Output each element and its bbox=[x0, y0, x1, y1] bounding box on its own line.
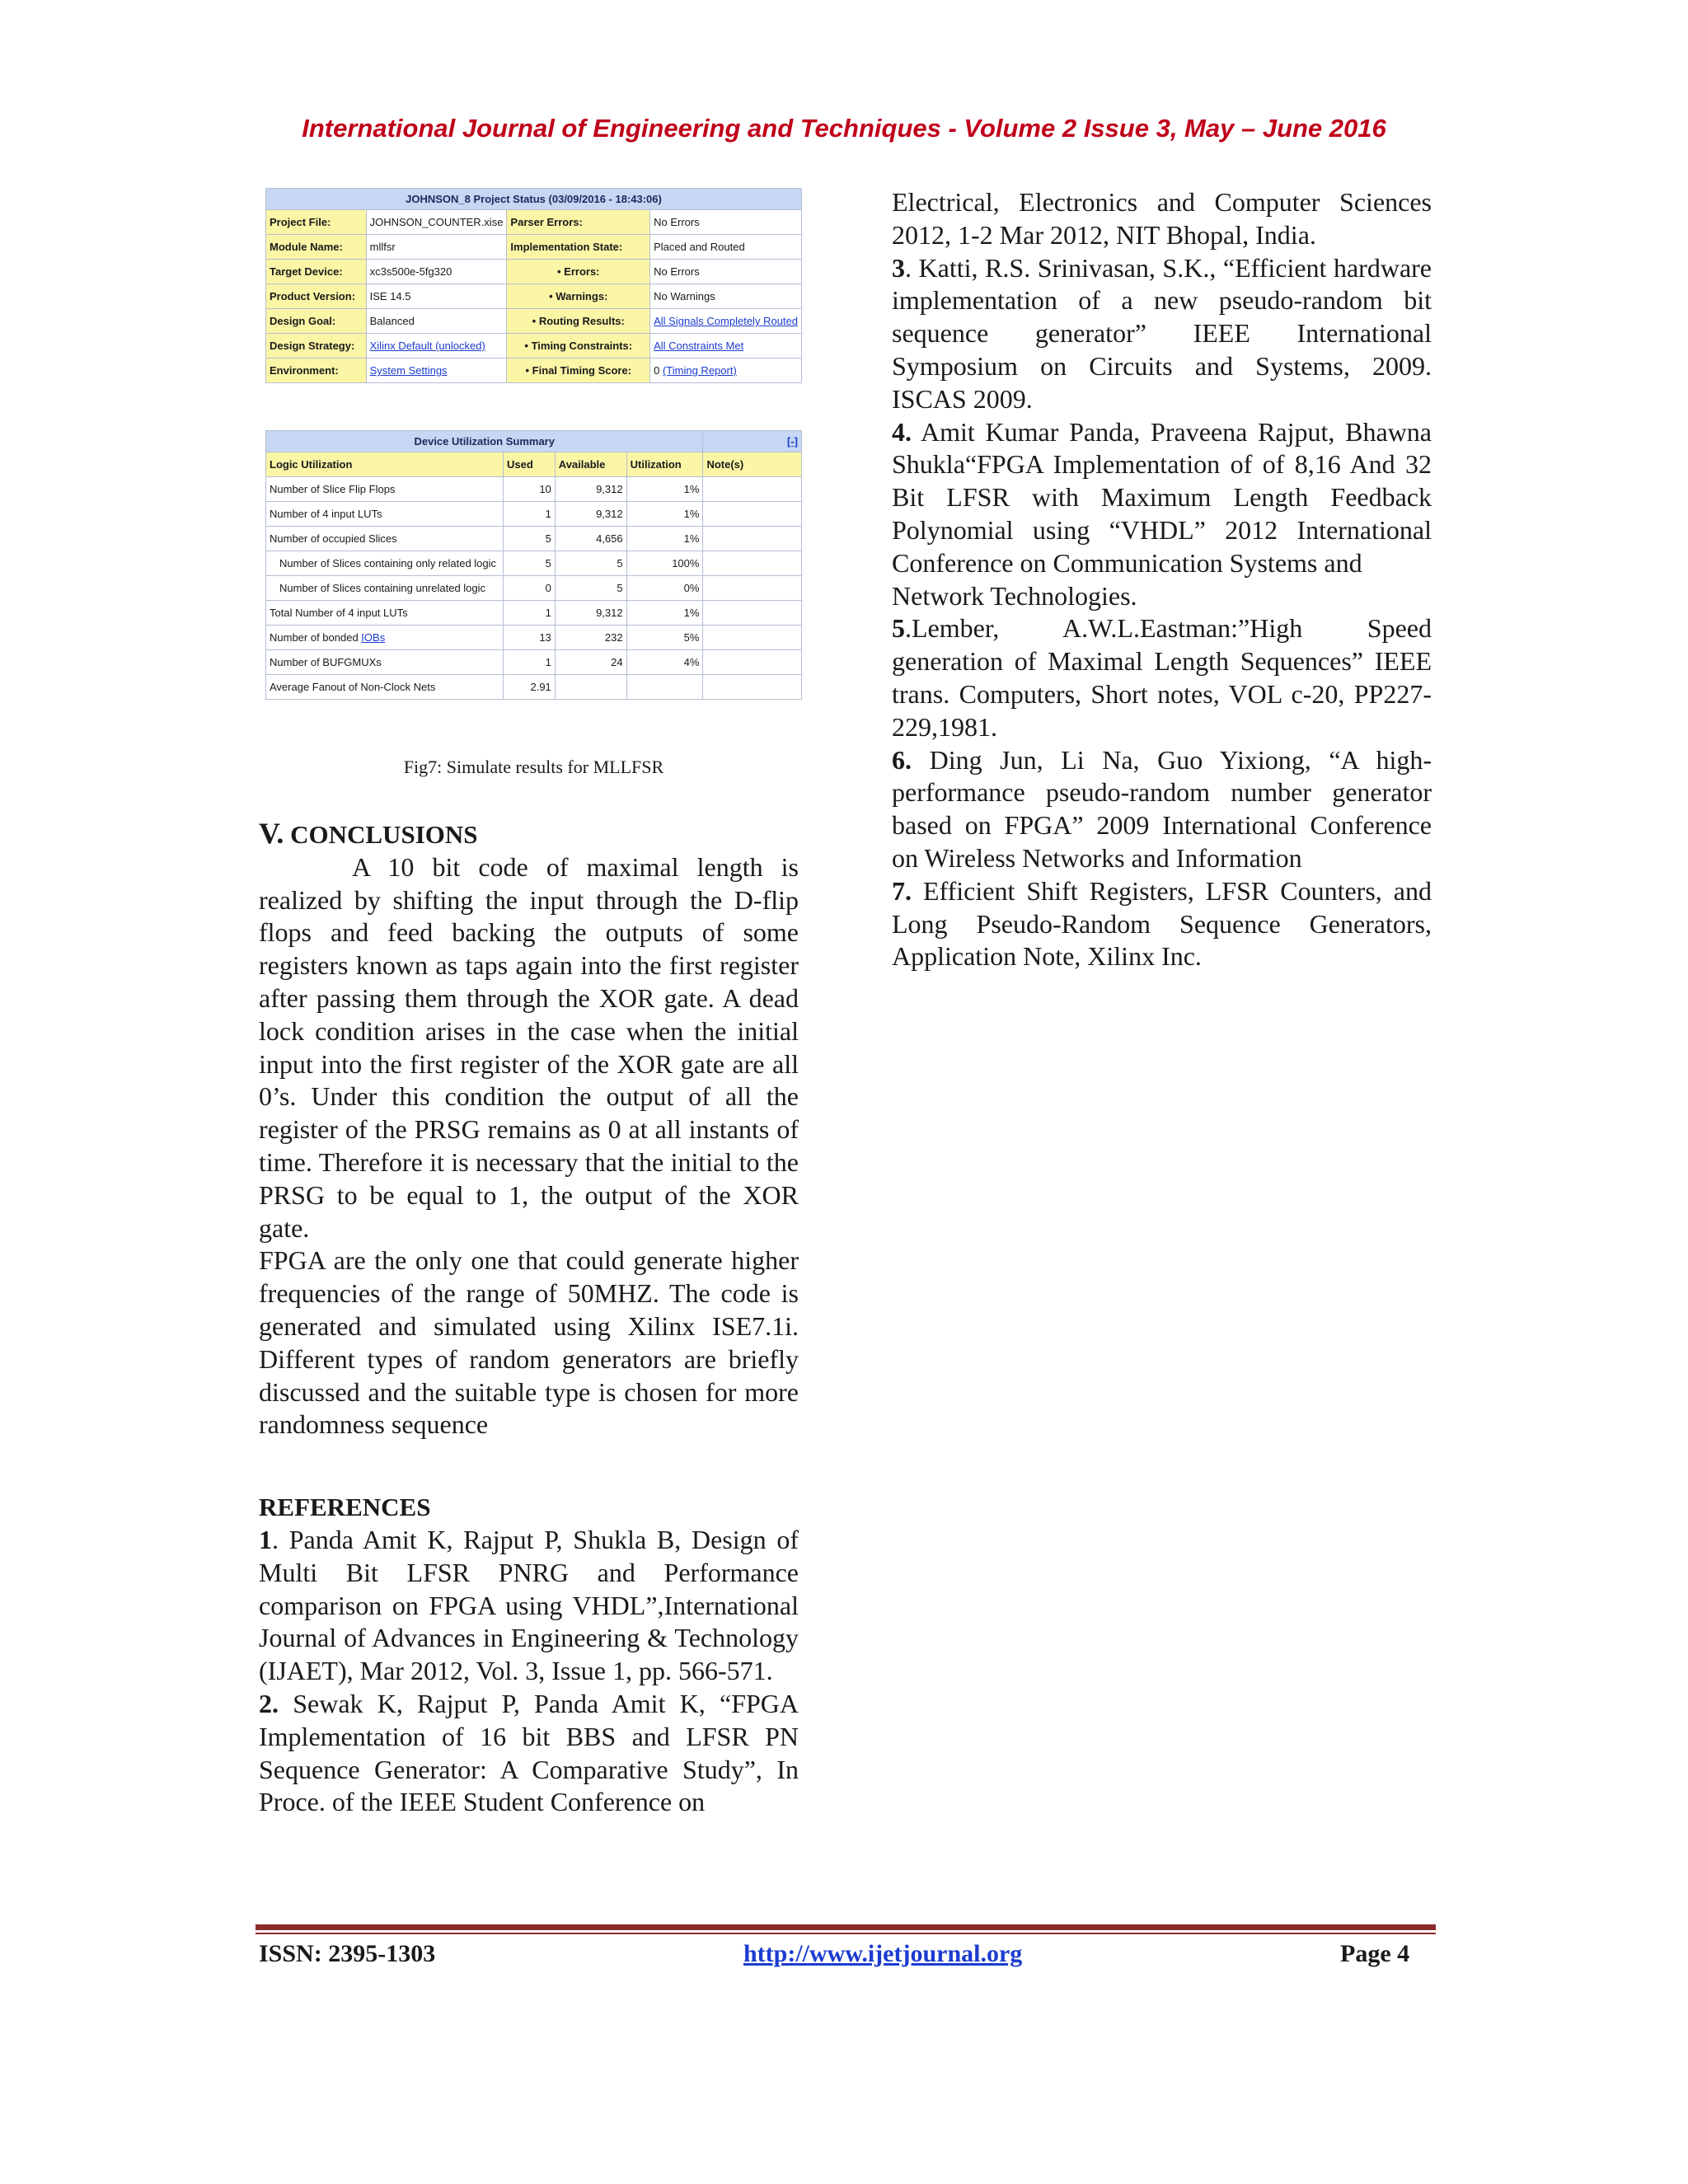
label-cell: Environment: bbox=[266, 359, 367, 383]
row-name: Number of Slice Flip Flops bbox=[266, 477, 504, 502]
row-name bbox=[266, 626, 504, 650]
notes-cell bbox=[703, 502, 802, 527]
footer-issn: ISSN: 2395-1303 bbox=[259, 1940, 436, 1967]
available-cell: 9,312 bbox=[555, 601, 626, 626]
section-number: V. bbox=[259, 817, 284, 850]
notes-cell bbox=[703, 675, 802, 700]
notes-cell bbox=[703, 477, 802, 502]
reference-item bbox=[892, 875, 1432, 973]
left-column bbox=[259, 818, 799, 1819]
label-cell: Project File: bbox=[266, 210, 367, 235]
row-name: Number of BUFGMUXs bbox=[266, 650, 504, 675]
table-row bbox=[266, 576, 802, 601]
utilization-cell: 4% bbox=[626, 650, 703, 675]
used-cell: 5 bbox=[503, 527, 555, 551]
available-cell: 232 bbox=[555, 626, 626, 650]
reference-text: Efficient Shift Registers, LFSR Counters, and Long Pseudo-Random Sequence Generators, Application Note, Xilinx Inc. bbox=[892, 875, 1432, 972]
label-cell: • Routing Results: bbox=[507, 309, 650, 334]
reference-text: . Panda Amit K, Rajput P, Shukla B, Design of Multi Bit LFSR PNRG and Performance comparison on FPGA using VHDL”,International Journal of Advances in Engineering & Technology (IJAET), Mar 2012, Vol. 3, Issue 1, pp. 566-571. bbox=[259, 1524, 799, 1686]
reference-continuation: Electrical, Electronics and Computer Sciences 2012, 1-2 Mar 2012, NIT Bhopal, India. bbox=[892, 187, 1432, 250]
conclusions-heading bbox=[259, 818, 799, 851]
notes-cell bbox=[703, 551, 802, 576]
value-cell: xc3s500e-5fg320 bbox=[366, 260, 507, 284]
design-strategy-link[interactable]: Xilinx Default (unlocked) bbox=[366, 334, 507, 359]
table-row bbox=[266, 260, 802, 284]
timing-report-link[interactable]: (Timing Report) bbox=[662, 364, 737, 377]
table-row bbox=[266, 210, 802, 235]
label-cell: Design Goal: bbox=[266, 309, 367, 334]
reference-number: 1 bbox=[259, 1524, 272, 1554]
project-status-title: JOHNSON_8 Project Status (03/09/2016 - 18:43:06) bbox=[266, 189, 802, 210]
reference-text: .Lember, A.W.L.Eastman:”High Speed generation of Maximal Length Sequences” IEEE trans. Computers, Short notes, VOL c-20, PP227-229,1981. bbox=[892, 613, 1432, 742]
section-title: CONCLUSIONS bbox=[290, 820, 478, 849]
table-row bbox=[266, 626, 802, 650]
utilization-cell: 5% bbox=[626, 626, 703, 650]
column-header: Note(s) bbox=[703, 452, 802, 477]
utilization-cell: 1% bbox=[626, 601, 703, 626]
used-cell: 1 bbox=[503, 650, 555, 675]
utilization-cell: 1% bbox=[626, 527, 703, 551]
value-cell: Placed and Routed bbox=[650, 235, 802, 260]
label-cell: Module Name: bbox=[266, 235, 367, 260]
reference-item bbox=[259, 1524, 799, 1688]
footer-page-number: Page 4 bbox=[1340, 1940, 1410, 1967]
spacer bbox=[259, 1441, 799, 1474]
available-cell: 4,656 bbox=[555, 527, 626, 551]
label-cell: • Warnings: bbox=[507, 284, 650, 309]
reference-number: 2. bbox=[259, 1688, 279, 1718]
footer-rule-thin bbox=[256, 1933, 1436, 1934]
reference-item bbox=[259, 1688, 799, 1819]
available-cell bbox=[555, 675, 626, 700]
row-name: Average Fanout of Non-Clock Nets bbox=[266, 675, 504, 700]
value-cell: mllfsr bbox=[366, 235, 507, 260]
table-row bbox=[266, 601, 802, 626]
reference-text: . Katti, R.S. Srinivasan, S.K., “Efficient hardware implementation of a new pseudo-random bit sequence generator” IEEE International Symposium on Circuits and Systems, 2009. ISCAS 2009. bbox=[892, 252, 1432, 414]
column-header: Available bbox=[555, 452, 626, 477]
header-row bbox=[266, 452, 802, 477]
value-cell bbox=[650, 359, 802, 383]
column-header: Logic Utilization bbox=[266, 452, 504, 477]
used-cell: 1 bbox=[503, 601, 555, 626]
notes-cell bbox=[703, 626, 802, 650]
utilization-cell: 1% bbox=[626, 502, 703, 527]
value-cell: No Errors bbox=[650, 260, 802, 284]
notes-cell bbox=[703, 527, 802, 551]
used-cell: 5 bbox=[503, 551, 555, 576]
reference-item bbox=[892, 612, 1432, 743]
collapse-toggle[interactable]: [-] bbox=[787, 435, 798, 448]
reference-number: 3 bbox=[892, 252, 905, 283]
table-row bbox=[266, 235, 802, 260]
row-name: Total Number of 4 input LUTs bbox=[266, 601, 504, 626]
value-cell: JOHNSON_COUNTER.xise bbox=[366, 210, 507, 235]
used-cell: 0 bbox=[503, 576, 555, 601]
label-cell: • Errors: bbox=[507, 260, 650, 284]
value-cell: Balanced bbox=[366, 309, 507, 334]
project-status-table bbox=[265, 188, 802, 383]
label-cell: Implementation State: bbox=[507, 235, 650, 260]
reference-text: Amit Kumar Panda, Praveena Rajput, Bhawna Shukla“FPGA Implementation of of 8,16 And 32 Bit LFSR with Maximum Length Feedback Polynomial using “VHDL” 2012 International Conference on Communication Systems and bbox=[892, 416, 1432, 578]
table-row bbox=[266, 477, 802, 502]
reference-item bbox=[892, 252, 1432, 416]
row-name: Number of Slices containing only related logic bbox=[266, 551, 504, 576]
row-name: Number of Slices containing unrelated logic bbox=[266, 576, 504, 601]
timing-constraints-link[interactable]: All Constraints Met bbox=[650, 334, 802, 359]
footer-url-link[interactable]: http://www.ijetjournal.org bbox=[743, 1940, 1023, 1967]
collapse-button[interactable] bbox=[703, 431, 802, 452]
device-util-title: Device Utilization Summary bbox=[266, 431, 703, 452]
system-settings-link[interactable]: System Settings bbox=[366, 359, 507, 383]
reference-number: 4. bbox=[892, 416, 912, 447]
reference-number: 7. bbox=[892, 875, 912, 906]
label-cell: Product Version: bbox=[266, 284, 367, 309]
table-row bbox=[266, 551, 802, 576]
label-cell: Design Strategy: bbox=[266, 334, 367, 359]
device-utilization-table bbox=[265, 430, 802, 700]
conclusions-paragraph: FPGA are the only one that could generate higher frequencies of the range of 50MHZ. The code is generated and simulated using Xilinx ISE7.1i. Different types of random generators are briefly discussed and the suitable type is chosen for more randomness sequence bbox=[259, 1245, 799, 1440]
available-cell: 5 bbox=[555, 576, 626, 601]
used-cell: 10 bbox=[503, 477, 555, 502]
utilization-cell: 100% bbox=[626, 551, 703, 576]
available-cell: 9,312 bbox=[555, 477, 626, 502]
available-cell: 24 bbox=[555, 650, 626, 675]
reference-text: Ding Jun, Li Na, Guo Yixiong, “A high-performance pseudo-random number generator based on FPGA” 2009 International Conference on Wireless Networks and Information bbox=[892, 744, 1432, 873]
column-header: Used bbox=[503, 452, 555, 477]
notes-cell bbox=[703, 601, 802, 626]
table-row bbox=[266, 650, 802, 675]
iobs-link[interactable]: IOBs bbox=[361, 631, 386, 644]
column-header: Utilization bbox=[626, 452, 703, 477]
right-column bbox=[892, 186, 1432, 973]
value-cell: No Errors bbox=[650, 210, 802, 235]
table-row bbox=[266, 309, 802, 334]
routing-results-link[interactable]: All Signals Completely Routed bbox=[650, 309, 802, 334]
available-cell: 9,312 bbox=[555, 502, 626, 527]
notes-cell bbox=[703, 576, 802, 601]
row-name: Number of occupied Slices bbox=[266, 527, 504, 551]
label-cell: Target Device: bbox=[266, 260, 367, 284]
utilization-cell bbox=[626, 675, 703, 700]
references-heading: REFERENCES bbox=[259, 1493, 431, 1522]
table-row bbox=[266, 675, 802, 700]
used-cell: 2.91 bbox=[503, 675, 555, 700]
value-cell: No Warnings bbox=[650, 284, 802, 309]
row-name: Number of 4 input LUTs bbox=[266, 502, 504, 527]
reference-text: Sewak K, Rajput P, Panda Amit K, “FPGA Implementation of 16 bit BBS and LFSR PN Sequence Generator: A Comparative Study”, In Proce. of the IEEE Student Conference on bbox=[259, 1688, 799, 1817]
table-row bbox=[266, 334, 802, 359]
available-cell: 5 bbox=[555, 551, 626, 576]
value-cell: ISE 14.5 bbox=[366, 284, 507, 309]
reference-item bbox=[892, 744, 1432, 875]
row-name-text: Number of bonded bbox=[270, 631, 362, 644]
used-cell: 1 bbox=[503, 502, 555, 527]
notes-cell bbox=[703, 650, 802, 675]
figure-caption: Fig7: Simulate results for MLLFSR bbox=[403, 757, 664, 777]
label-cell: Parser Errors: bbox=[507, 210, 650, 235]
label-cell: • Final Timing Score: bbox=[507, 359, 650, 383]
reference-continuation: Network Technologies. bbox=[892, 580, 1137, 611]
table-row bbox=[266, 527, 802, 551]
used-cell: 13 bbox=[503, 626, 555, 650]
table-row bbox=[266, 502, 802, 527]
journal-header: International Journal of Engineering and Techniques - Volume 2 Issue 3, May – June 2016 bbox=[302, 114, 1386, 143]
conclusions-paragraph: A 10 bit code of maximal length is realized by shifting the input through the D-flip flops and feed backing the outputs of some registers known as taps again into the first register after passing them through the XOR gate. A dead lock condition arises in the case when the initial input into the first register of the XOR gate are all 0’s. Under this condition the output of all the register of the PRSG remains as 0 at all instants of time. Therefore it is necessary that the initial to the PRSG to be equal to 1, the output of the XOR gate. bbox=[259, 851, 799, 1243]
footer-rule bbox=[256, 1924, 1436, 1930]
utilization-cell: 1% bbox=[626, 477, 703, 502]
reference-item bbox=[892, 416, 1432, 580]
reference-number: 5 bbox=[892, 613, 905, 644]
reference-number: 6. bbox=[892, 744, 912, 775]
table-row bbox=[266, 284, 802, 309]
label-cell: • Timing Constraints: bbox=[507, 334, 650, 359]
timing-score: 0 bbox=[654, 364, 660, 377]
utilization-cell: 0% bbox=[626, 576, 703, 601]
table-row bbox=[266, 359, 802, 383]
